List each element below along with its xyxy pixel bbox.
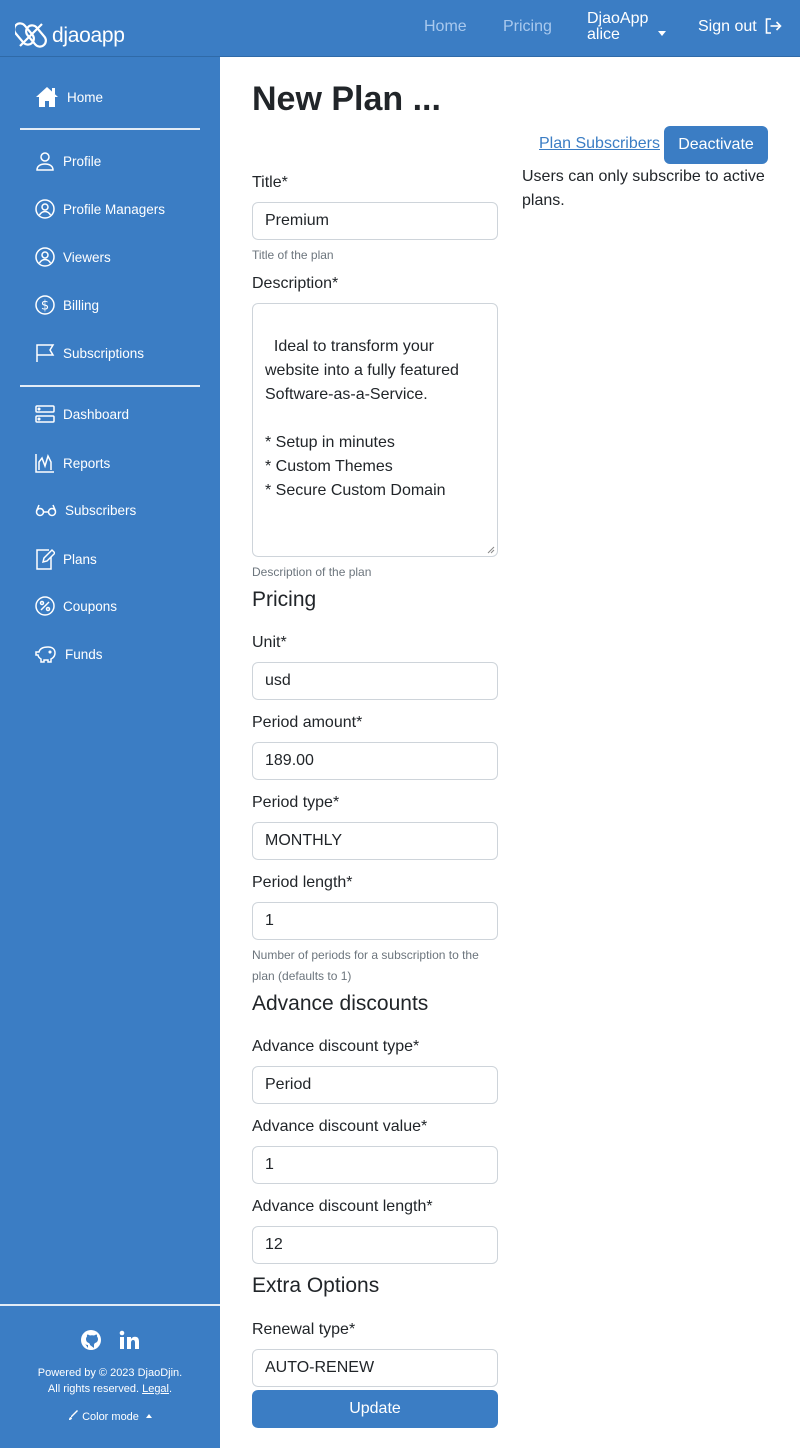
sidebar-item-label: Funds [65, 646, 103, 662]
sidebar-divider [20, 385, 200, 387]
advance-discount-type-label: Advance discount type* [252, 1038, 420, 1055]
sidebar-item-label: Home [67, 89, 104, 105]
footer-rights [0, 1381, 220, 1397]
unit-input[interactable]: usd [252, 662, 498, 700]
server-icon [35, 404, 55, 424]
person-icon [35, 151, 55, 171]
piggy-bank-icon [35, 644, 57, 664]
svg-text:$: $ [40, 298, 50, 314]
legal-link[interactable]: Legal [142, 1383, 169, 1395]
sign-out-link[interactable] [698, 19, 782, 35]
advance-discount-length-input[interactable]: 12 [252, 1226, 498, 1264]
unit-label: Unit* [252, 634, 287, 651]
brand-name: djaoapp [52, 23, 125, 47]
nav-home-link[interactable]: Home [424, 18, 467, 35]
brand-logo[interactable] [15, 20, 125, 50]
sidebar-item-label: Plans [63, 551, 97, 567]
box-arrow-right-icon [764, 17, 782, 35]
title-label: Title* [252, 174, 288, 191]
sidebar-footer-divider [0, 1304, 220, 1306]
renewal-type-label: Renewal type* [252, 1321, 356, 1338]
user-menu-app: DjaoApp [587, 10, 649, 27]
linkedin-icon[interactable] [118, 1329, 140, 1351]
sidebar-item-plans[interactable] [35, 548, 97, 570]
person-circle-icon [35, 247, 55, 267]
sidebar [0, 57, 220, 1448]
github-icon[interactable] [80, 1329, 102, 1351]
description-help: Description of the plan [252, 565, 372, 579]
top-navbar [0, 0, 800, 57]
footer-rights-suffix: . [169, 1383, 173, 1395]
description-textarea[interactable] [252, 303, 498, 557]
caret-down-icon [658, 31, 666, 36]
sidebar-item-label: Dashboard [63, 406, 130, 422]
color-mode-toggle[interactable] [0, 1410, 220, 1423]
sign-out-label: Sign out [698, 18, 757, 35]
period-amount-input[interactable]: 189.00 [252, 742, 498, 780]
percent-icon [35, 596, 55, 616]
deactivate-button[interactable]: Deactivate [664, 126, 768, 164]
update-button[interactable]: Update [252, 1390, 498, 1428]
advance-discount-value-input[interactable]: 1 [252, 1146, 498, 1184]
sidebar-item-label: Billing [63, 297, 100, 313]
sidebar-item-profile[interactable] [35, 151, 101, 171]
dollar-icon [35, 295, 55, 315]
sidebar-item-label: Subscriptions [63, 345, 145, 361]
sidebar-item-profile-managers[interactable] [35, 199, 165, 219]
title-help: Title of the plan [252, 248, 334, 262]
sidebar-item-label: Coupons [63, 598, 118, 614]
period-amount-label: Period amount* [252, 714, 363, 731]
chart-icon [35, 453, 55, 473]
social-links [80, 1329, 140, 1351]
period-length-label: Period length* [252, 874, 353, 891]
footer-powered: Powered by © 2023 DjaoDjin. [37, 1367, 183, 1379]
sidebar-item-funds[interactable] [35, 644, 103, 664]
pricing-heading: Pricing [252, 588, 317, 611]
period-length-input[interactable]: 1 [252, 902, 498, 940]
sidebar-item-coupons[interactable] [35, 596, 117, 616]
user-menu-dropdown[interactable] [587, 11, 648, 43]
period-type-label: Period type* [252, 794, 340, 811]
sidebar-item-label: Profile Managers [63, 201, 166, 217]
color-mode-label: Color mode [82, 1411, 139, 1423]
footer-rights-text: All rights reserved. [47, 1383, 140, 1395]
edit-document-icon [35, 548, 55, 570]
brush-icon [68, 1410, 79, 1421]
house-icon [35, 86, 59, 108]
flag-icon [35, 343, 55, 363]
eyeglasses-icon [35, 500, 57, 520]
advance-discount-value-label: Advance discount value* [252, 1118, 428, 1135]
sidebar-item-label: Viewers [63, 249, 111, 265]
sidebar-divider [20, 128, 200, 130]
sidebar-item-label: Profile [63, 153, 102, 169]
person-circle-icon [35, 199, 55, 219]
period-length-help: Number of periods for a subscription to the plan (defaults to 1) [252, 948, 479, 983]
description-text: Ideal to transform your website into a fully featured Software-as-a-Service. * Setup in minutes * Custom Themes * Secure Custom Domain [265, 338, 459, 499]
sidebar-item-billing[interactable] [35, 295, 99, 315]
plan-subscribers-link[interactable]: Plan Subscribers [539, 135, 660, 152]
sidebar-item-home[interactable] [35, 86, 103, 108]
period-type-select[interactable]: MONTHLY [252, 822, 498, 860]
sidebar-item-viewers[interactable] [35, 247, 111, 267]
advance-discount-type-select[interactable]: Period [252, 1066, 498, 1104]
extra-options-heading: Extra Options [252, 1274, 380, 1297]
sidebar-item-label: Reports [63, 455, 111, 471]
resize-handle-icon[interactable] [487, 546, 495, 554]
title-input[interactable]: Premium [252, 202, 498, 240]
nav-pricing-link[interactable]: Pricing [503, 18, 552, 35]
sidebar-item-subscriptions[interactable] [35, 343, 144, 363]
description-label: Description* [252, 275, 339, 292]
advance-discounts-heading: Advance discounts [252, 992, 429, 1015]
sidebar-item-subscribers[interactable] [35, 500, 136, 520]
renewal-type-select[interactable]: AUTO-RENEW [252, 1349, 498, 1387]
sidebar-item-reports[interactable] [35, 453, 110, 473]
advance-discount-length-label: Advance discount length* [252, 1198, 433, 1215]
user-menu-username: alice [587, 26, 620, 43]
djaoapp-logo-icon [15, 20, 47, 50]
caret-up-icon [146, 1414, 152, 1418]
sidebar-item-dashboard[interactable] [35, 404, 129, 424]
sidebar-item-label: Subscribers [65, 502, 137, 518]
page-title: New Plan ... [252, 80, 441, 118]
active-plans-hint: Users can only subscribe to active plans. [522, 168, 765, 209]
